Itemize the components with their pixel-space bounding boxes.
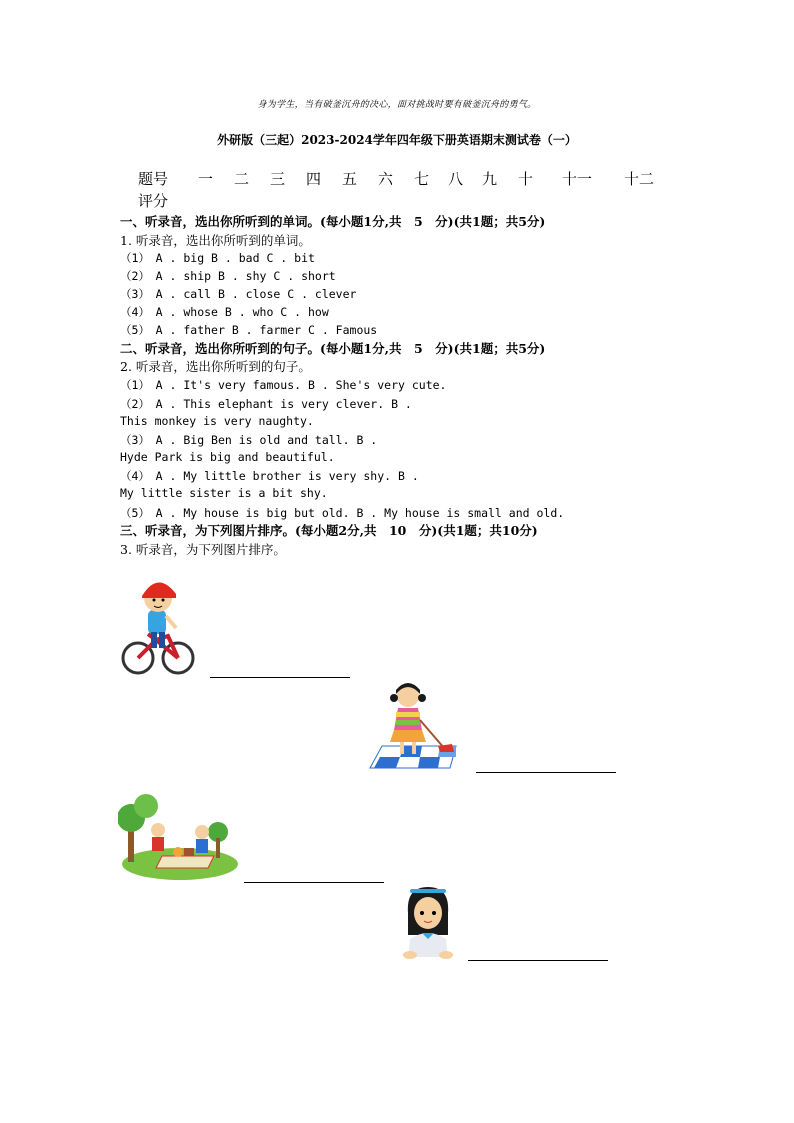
section-3-heading: 三、听录音，为下列图片排序。(每小题2分,共 10 分)(共1题；共10分) (120, 523, 538, 538)
q2-line-8: （5） A . My house is big but old. B . My house is small and old. (120, 506, 565, 520)
score-col-4: 四 (306, 170, 322, 188)
question-3-title: 3. 听录音，为下列图片排序。 (120, 542, 286, 557)
score-col-12: 十二 (624, 170, 655, 188)
motto-text: 身为学生，当有破釜沉舟的决心，面对挑战时要有破釜沉舟的勇气。 (257, 100, 537, 110)
answer-line-4[interactable] (468, 960, 608, 961)
section-1-heading: 一、听录音，选出你所听到的单词。(每小题1分,共 5 分)(共1题；共5分) (120, 214, 546, 229)
q2-line-4: （3） A . Big Ben is old and tall. B . (120, 433, 378, 447)
score-head-label: 题号 (138, 170, 169, 188)
q1-item-4: （4） A . whose B . who C . how (120, 305, 329, 319)
q2-line-7: My little sister is a bit shy. (120, 486, 328, 500)
score-col-5: 五 (342, 170, 358, 188)
page-title: 外研版（三起）2023-2024学年四年级下册英语期末测试卷（一） (217, 133, 577, 147)
question-2-title: 2. 听录音，选出你所听到的句子。 (120, 359, 311, 374)
answer-line-1[interactable] (210, 677, 350, 678)
score-row-label: 评分 (138, 192, 169, 210)
score-col-2: 二 (234, 170, 250, 188)
score-col-1: 一 (198, 170, 214, 188)
q1-item-2: （2） A . ship B . shy C . short (120, 269, 336, 283)
score-col-10: 十 (518, 170, 534, 188)
q2-line-2: （2） A . This elephant is very clever. B . (120, 397, 412, 411)
score-col-3: 三 (270, 170, 286, 188)
answer-line-3[interactable] (244, 882, 384, 883)
q1-item-3: （3） A . call B . close C . clever (120, 287, 357, 301)
q1-item-1: （1） A . big B . bad C . bit (120, 251, 315, 265)
answer-line-2[interactable] (476, 772, 616, 773)
children-picnic-image (118, 792, 238, 882)
score-col-9: 九 (482, 170, 498, 188)
score-col-6: 六 (378, 170, 394, 188)
question-1-title: 1. 听录音，选出你所听到的单词。 (120, 233, 311, 248)
q2-line-6: （4） A . My little brother is very shy. B . (120, 469, 419, 483)
girl-sweeping-floor-image (360, 680, 460, 772)
score-col-7: 七 (414, 170, 430, 188)
section-2-heading: 二、听录音，选出你所听到的句子。(每小题1分,共 5 分)(共1题；共5分) (120, 341, 546, 356)
q1-item-5: （5） A . father B . farmer C . Famous (120, 323, 378, 337)
q2-line-1: （1） A . It's very famous. B . She's very cute. (120, 378, 447, 392)
score-col-8: 八 (448, 170, 464, 188)
q2-line-3: This monkey is very naughty. (120, 414, 314, 428)
score-col-11: 十一 (562, 170, 593, 188)
girl-portrait-image (400, 883, 456, 961)
q2-line-5: Hyde Park is big and beautiful. (120, 450, 335, 464)
boy-riding-bike-image (118, 570, 196, 676)
